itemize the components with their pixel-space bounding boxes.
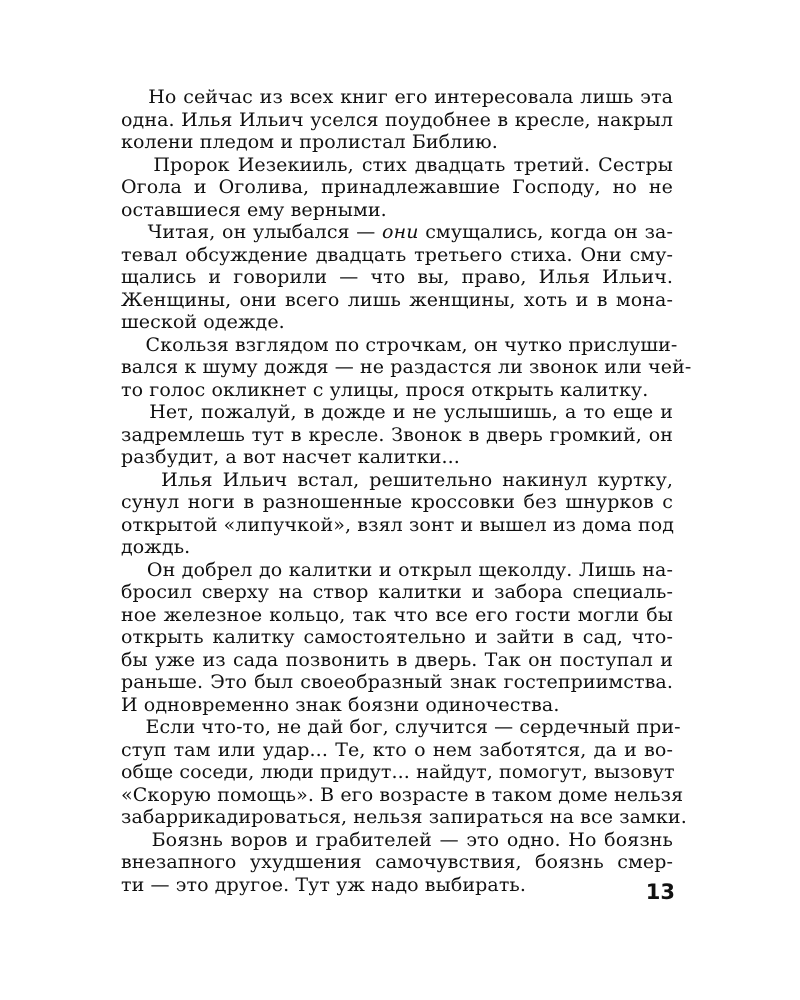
text-line: шеской одежде.	[121, 311, 285, 333]
text-line: вался к шуму дождя — не раздастся ли звонок или чей-	[121, 356, 692, 378]
text-segment: смущались, когда он за-	[418, 221, 673, 243]
text-line: то голос окликнет с улицы, прося открыть калитку.	[121, 378, 649, 401]
text-line: Он добрел до калитки и открыл щеколду. Лишь на-	[121, 558, 673, 581]
text-line: ти — это другое. Тут уж надо выбирать.	[121, 873, 527, 896]
text-line: Пророк Иезекииль, стих двадцать третий. Сестры	[121, 153, 673, 176]
text-line: ное железное кольцо, так что все его гости могли бы	[121, 603, 673, 626]
text-line: внезапного ухудшения самочувствия, боязнь смер-	[121, 851, 673, 873]
text-line: дождь.	[121, 536, 191, 558]
text-line: бы уже из сада позвонить в дверь. Так он поступал и	[121, 648, 673, 671]
text-line: бросил сверху на створ калитки и забора специаль-	[121, 581, 673, 603]
text-line: одна. Илья Ильич уселся поудобнее в кресле, накрыл	[121, 108, 673, 131]
text-line: задремлешь тут в кресле. Звонок в дверь громкий, он	[121, 423, 673, 446]
text-line: открыть калитку самостоятельно и зайти в сад, что-	[121, 626, 673, 648]
text-line: Если что-то, не дай бог, случится — сердечный при-	[121, 716, 681, 738]
text-line: Но сейчас из всех книг его интересовала лишь эта	[121, 86, 673, 108]
text-line: тевал обсуждение двадцать третьего стиха. Они сму-	[121, 243, 673, 266]
text-line: Женщины, они всего лишь женщины, хоть и в мона-	[121, 288, 673, 311]
text-line: «Скорую помощь». В его возрасте в таком доме нельзя	[121, 783, 684, 806]
text-line: Илья Ильич встал, решительно накинул куртку,	[121, 468, 673, 491]
text-line: сунул ноги в разношенные кроссовки без шнурков с	[121, 491, 673, 513]
text-line: Боязнь воров и грабителей — это одно. Но боязнь	[121, 828, 673, 851]
text-line: колени пледом и пролистал Библию.	[121, 131, 498, 153]
text-line: щались и говорили — что вы, право, Илья Ильич.	[121, 266, 673, 288]
text-line: оставшиеся ему верными.	[121, 198, 387, 221]
body-text	[121, 86, 692, 896]
text-line	[121, 221, 673, 244]
italic-word: они	[382, 221, 419, 243]
text-line: открытой «липучкой», взял зонт и вышел из дома под	[121, 513, 675, 536]
page-number: 13	[645, 880, 675, 904]
text-line: Скользя взглядом по строчкам, он чутко прислуши-	[121, 333, 678, 356]
text-line: забаррикадироваться, нельзя запираться на все замки.	[121, 806, 687, 828]
text-line: разбудит, а вот насчет калитки...	[121, 446, 460, 468]
text-line: Нет, пожалуй, в дожде и не услышишь, а то еще и	[121, 401, 673, 423]
text-line: ступ там или удар... Те, кто о нем заботятся, да и во-	[121, 738, 673, 761]
text-line: обще соседи, люди придут... найдут, помогут, вызовут	[121, 761, 675, 783]
text-line: И одновременно знак боязни одиночества.	[121, 693, 560, 716]
text-segment: Читая, он улыбался —	[121, 221, 383, 243]
text-line: Огола и Оголива, принадлежавшие Господу, но не	[121, 176, 673, 198]
text-line: раньше. Это был своеобразный знак гостеприимства.	[121, 671, 673, 693]
